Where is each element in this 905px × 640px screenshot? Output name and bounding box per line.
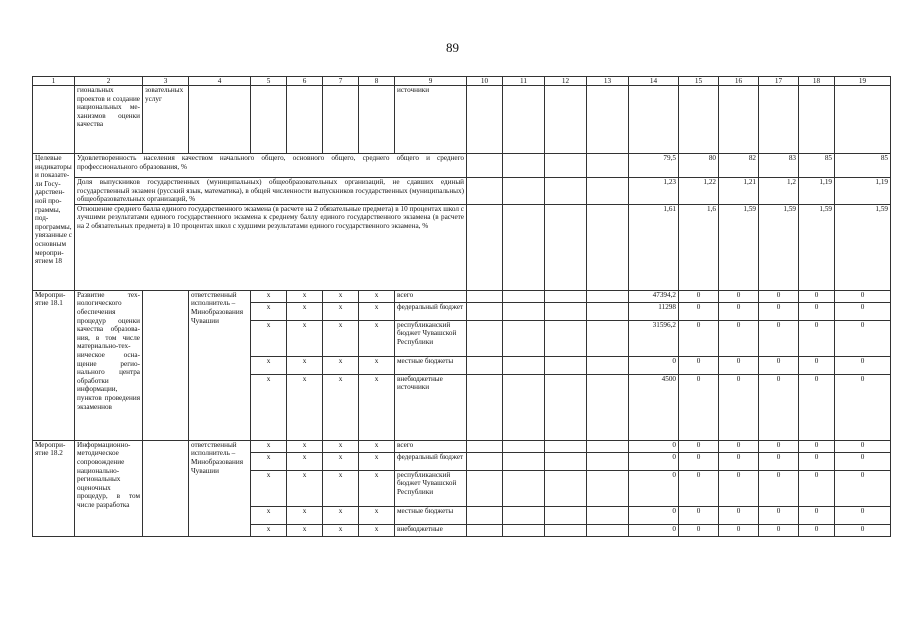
funding-value: 0 [719, 374, 759, 440]
empty-cell [545, 524, 587, 536]
empty-cell [759, 86, 799, 154]
code-placeholder: x [359, 506, 395, 524]
funding-value: 0 [719, 290, 759, 302]
empty-cell [587, 374, 629, 440]
funding-value: 0 [759, 452, 799, 470]
funding-value: 0 [719, 440, 759, 452]
funding-value: 0 [835, 302, 891, 320]
page-number: 89 [446, 40, 459, 55]
code-placeholder: x [323, 290, 359, 302]
code-placeholder: x [251, 470, 287, 506]
funding-source: всего [395, 290, 467, 302]
empty-cell [587, 440, 629, 452]
empty-cell [467, 86, 503, 154]
indicator-value: 1,59 [799, 204, 835, 290]
empty-cell [799, 86, 835, 154]
funding-value: 0 [759, 290, 799, 302]
funding-value: 0 [679, 470, 719, 506]
empty-cell [545, 470, 587, 506]
funding-value: 0 [799, 440, 835, 452]
funding-value: 0 [835, 374, 891, 440]
funding-value: 0 [835, 356, 891, 374]
funding-value: 0 [679, 374, 719, 440]
empty-cell [545, 154, 587, 178]
empty-cell [287, 86, 323, 154]
empty-cell [503, 356, 545, 374]
funding-value: 0 [679, 452, 719, 470]
code-placeholder: x [287, 470, 323, 506]
empty-cell [587, 290, 629, 302]
header-row [33, 77, 891, 86]
indicator-value: 1,23 [629, 178, 679, 205]
funding-value: 0 [799, 320, 835, 356]
funding-value: 0 [719, 302, 759, 320]
code-placeholder: x [287, 320, 323, 356]
code-placeholder: x [287, 506, 323, 524]
funding-row [33, 290, 891, 302]
code-placeholder: x [251, 320, 287, 356]
empty-cell [503, 154, 545, 178]
empty-cell [545, 204, 587, 290]
code-placeholder: x [251, 356, 287, 374]
empty-cell [503, 290, 545, 302]
empty-cell [503, 440, 545, 452]
empty-cell [719, 86, 759, 154]
indicator-value: 85 [799, 154, 835, 178]
indicator-text: Удовлетворенность населения качеством начального общего, основного общего, среднего общего и среднего профессионального образования, % [75, 154, 467, 178]
empty-cell [467, 524, 503, 536]
funding-value: 0 [835, 506, 891, 524]
column-number: 10 [467, 77, 503, 86]
funding-value: 0 [719, 470, 759, 506]
funding-value: 0 [799, 302, 835, 320]
column-number: 2 [75, 77, 143, 86]
funding-source: республиканский бюджет Чувашской Республики [395, 320, 467, 356]
indicators-label: Целевые индикаторы и показатели Государственной программы, подпрограммы, увязанные с основным мероприятием 18 [33, 154, 75, 291]
funding-value: 0 [835, 290, 891, 302]
indicator-value: 1,19 [799, 178, 835, 205]
measure-name-continued-col3: зовательных услуг [143, 86, 189, 154]
indicator-row [33, 154, 891, 178]
code-placeholder: x [251, 440, 287, 452]
indicator-value: 1,59 [759, 204, 799, 290]
code-placeholder: x [359, 452, 395, 470]
indicator-text: Доля выпускников государственных (муниципальных) общеобразовательных организаций, не сдавших единый государственный экзамен (русский язык, математика), в общей численности выпускников государственных (муниципальных) общеобразовательных организаций, % [75, 178, 467, 205]
empty-cell [189, 86, 251, 154]
funding-value: 0 [759, 470, 799, 506]
empty-cell [587, 178, 629, 205]
column-number: 6 [287, 77, 323, 86]
funding-value: 0 [835, 320, 891, 356]
code-placeholder: x [323, 452, 359, 470]
code-placeholder: x [323, 356, 359, 374]
column-number: 15 [679, 77, 719, 86]
empty-cell [629, 86, 679, 154]
measure-label: Мероприятие 18.1 [33, 290, 75, 440]
empty-cell [467, 374, 503, 440]
funding-value: 47394,2 [629, 290, 679, 302]
indicator-value: 1,59 [835, 204, 891, 290]
column-number: 19 [835, 77, 891, 86]
indicator-value: 1,6 [679, 204, 719, 290]
code-placeholder: x [287, 440, 323, 452]
empty-cell [545, 506, 587, 524]
code-placeholder: x [251, 374, 287, 440]
empty-cell [467, 204, 503, 290]
funding-value: 0 [629, 452, 679, 470]
funding-value: 0 [799, 524, 835, 536]
empty-cell [467, 452, 503, 470]
funding-source: федеральный бюджет [395, 452, 467, 470]
empty-cell [359, 86, 395, 154]
funding-value: 0 [719, 356, 759, 374]
funding-value: 0 [799, 452, 835, 470]
funding-value: 0 [629, 506, 679, 524]
empty-cell [503, 320, 545, 356]
empty-cell [587, 524, 629, 536]
empty-cell [587, 320, 629, 356]
empty-cell [545, 356, 587, 374]
code-placeholder: x [323, 524, 359, 536]
funding-value: 0 [679, 290, 719, 302]
measure-executor: ответственный исполнитель – Минобразования Чувашии [189, 290, 251, 440]
column-number: 11 [503, 77, 545, 86]
code-placeholder: x [287, 524, 323, 536]
funding-value: 11298 [629, 302, 679, 320]
column-number: 16 [719, 77, 759, 86]
empty-cell [587, 452, 629, 470]
funding-value: 0 [759, 524, 799, 536]
empty-cell [467, 440, 503, 452]
funding-value: 0 [679, 524, 719, 536]
empty-cell [467, 178, 503, 205]
code-placeholder: x [287, 290, 323, 302]
column-number: 8 [359, 77, 395, 86]
funding-value: 0 [835, 524, 891, 536]
code-placeholder: x [359, 302, 395, 320]
code-placeholder: x [359, 440, 395, 452]
empty-cell [587, 86, 629, 154]
indicator-value: 80 [679, 154, 719, 178]
empty-cell [587, 204, 629, 290]
indicator-value: 79,5 [629, 154, 679, 178]
indicator-value: 83 [759, 154, 799, 178]
empty-cell [503, 374, 545, 440]
funding-value: 0 [719, 320, 759, 356]
code-placeholder: x [359, 356, 395, 374]
column-number: 9 [395, 77, 467, 86]
indicator-value: 82 [719, 154, 759, 178]
funding-value: 4500 [629, 374, 679, 440]
empty-cell [503, 524, 545, 536]
column-number: 5 [251, 77, 287, 86]
code-placeholder: x [251, 302, 287, 320]
funding-value: 0 [799, 374, 835, 440]
code-placeholder: x [323, 302, 359, 320]
empty-cell [251, 86, 287, 154]
empty-cell [467, 506, 503, 524]
funding-value: 0 [759, 320, 799, 356]
code-placeholder: x [251, 452, 287, 470]
column-number: 18 [799, 77, 835, 86]
code-placeholder: x [323, 320, 359, 356]
empty-cell [323, 86, 359, 154]
empty-cell [679, 86, 719, 154]
funding-value: 0 [799, 290, 835, 302]
indicator-value: 85 [835, 154, 891, 178]
funding-value: 0 [799, 470, 835, 506]
measure-name-continued: гиональных проектов и создание национальных механизмов оценки качества [75, 86, 143, 154]
empty-cell [587, 470, 629, 506]
measure-label: Мероприятие 18.2 [33, 440, 75, 536]
column-number: 1 [33, 77, 75, 86]
indicator-value: 1,21 [719, 178, 759, 205]
code-placeholder: x [323, 440, 359, 452]
column-number: 12 [545, 77, 587, 86]
column-number: 14 [629, 77, 679, 86]
indicator-row [33, 178, 891, 205]
funding-source: внебюджетные источники [395, 374, 467, 440]
continuation-row [33, 86, 891, 154]
code-placeholder: x [251, 524, 287, 536]
funding-source: республиканский бюджет Чувашской Республики [395, 470, 467, 506]
empty-cell [503, 506, 545, 524]
column-number: 17 [759, 77, 799, 86]
funding-value: 31596,2 [629, 320, 679, 356]
funding-source: внебюджетные [395, 524, 467, 536]
empty-cell [33, 86, 75, 154]
code-placeholder: x [251, 506, 287, 524]
funding-value: 0 [629, 524, 679, 536]
table-body [33, 77, 891, 537]
empty-cell [503, 452, 545, 470]
code-placeholder: x [323, 506, 359, 524]
funding-value: 0 [759, 506, 799, 524]
code-placeholder: x [323, 470, 359, 506]
code-placeholder: x [251, 290, 287, 302]
funding-source: федеральный бюджет [395, 302, 467, 320]
code-placeholder: x [287, 452, 323, 470]
funding-value: 0 [835, 470, 891, 506]
funding-row [33, 440, 891, 452]
measure-name: Информационно-методическое сопровождение национально-региональных оценочных процедур, в том числе разработка [75, 440, 143, 536]
funding-value: 0 [759, 302, 799, 320]
funding-value: 0 [629, 356, 679, 374]
funding-source: местные бюджеты [395, 506, 467, 524]
funding-value: 0 [759, 374, 799, 440]
funding-value: 0 [719, 452, 759, 470]
funding-value: 0 [679, 506, 719, 524]
code-placeholder: x [359, 524, 395, 536]
empty-cell [545, 290, 587, 302]
empty-cell [467, 302, 503, 320]
empty-cell [545, 374, 587, 440]
funding-value: 0 [799, 356, 835, 374]
empty-cell [545, 86, 587, 154]
funding-value: 0 [835, 452, 891, 470]
indicator-value: 1,59 [719, 204, 759, 290]
funding-value: 0 [759, 356, 799, 374]
indicator-value: 1,19 [835, 178, 891, 205]
empty-cell [467, 356, 503, 374]
code-placeholder: x [287, 356, 323, 374]
indicator-text: Отношение среднего балла единого государственного экзамена (в расчете на 2 обязательные предмета) в 10 процентах школ с лучшими результатами единого государственного экзамена к среднему баллу единого государственного экзамена (в расчете на 2 обязательных предмета) в 10 процентах школ с худшими результатами единого государственного экзамена, % [75, 204, 467, 290]
empty-cell [587, 302, 629, 320]
empty-cell [587, 506, 629, 524]
empty-cell [467, 470, 503, 506]
empty-cell [835, 86, 891, 154]
measure-executor: ответственный исполнитель – Минобразования Чувашии [189, 440, 251, 536]
funding-value: 0 [679, 320, 719, 356]
empty-cell [143, 290, 189, 440]
funding-value: 0 [759, 440, 799, 452]
code-placeholder: x [359, 374, 395, 440]
funding-source-continued: источники [395, 86, 467, 154]
empty-cell [545, 178, 587, 205]
funding-value: 0 [629, 440, 679, 452]
funding-source: всего [395, 440, 467, 452]
funding-value: 0 [719, 524, 759, 536]
column-number: 13 [587, 77, 629, 86]
code-placeholder: x [287, 302, 323, 320]
empty-cell [545, 302, 587, 320]
empty-cell [467, 154, 503, 178]
indicator-value: 1,22 [679, 178, 719, 205]
column-number: 7 [323, 77, 359, 86]
indicator-value: 1,61 [629, 204, 679, 290]
empty-cell [503, 86, 545, 154]
empty-cell [143, 440, 189, 536]
empty-cell [503, 470, 545, 506]
empty-cell [467, 320, 503, 356]
indicator-row [33, 204, 891, 290]
empty-cell [587, 154, 629, 178]
empty-cell [503, 302, 545, 320]
code-placeholder: x [323, 374, 359, 440]
funding-value: 0 [799, 506, 835, 524]
funding-value: 0 [679, 356, 719, 374]
empty-cell [545, 320, 587, 356]
program-table [32, 76, 891, 537]
column-number: 3 [143, 77, 189, 86]
code-placeholder: x [359, 470, 395, 506]
code-placeholder: x [359, 290, 395, 302]
code-placeholder: x [359, 320, 395, 356]
empty-cell [503, 178, 545, 205]
empty-cell [503, 204, 545, 290]
funding-value: 0 [719, 506, 759, 524]
empty-cell [587, 356, 629, 374]
indicator-value: 1,2 [759, 178, 799, 205]
empty-cell [545, 452, 587, 470]
funding-value: 0 [679, 302, 719, 320]
empty-cell [545, 440, 587, 452]
column-number: 4 [189, 77, 251, 86]
funding-value: 0 [835, 440, 891, 452]
empty-cell [467, 290, 503, 302]
funding-source: местные бюджеты [395, 356, 467, 374]
measure-name: Развитие технологического обеспечения процедур оценки качества образования, в том числе материально-техническое оснащение регионального центра обработки информации, пунктов проведения экзаменнов [75, 290, 143, 440]
funding-value: 0 [679, 440, 719, 452]
code-placeholder: x [287, 374, 323, 440]
funding-value: 0 [629, 470, 679, 506]
